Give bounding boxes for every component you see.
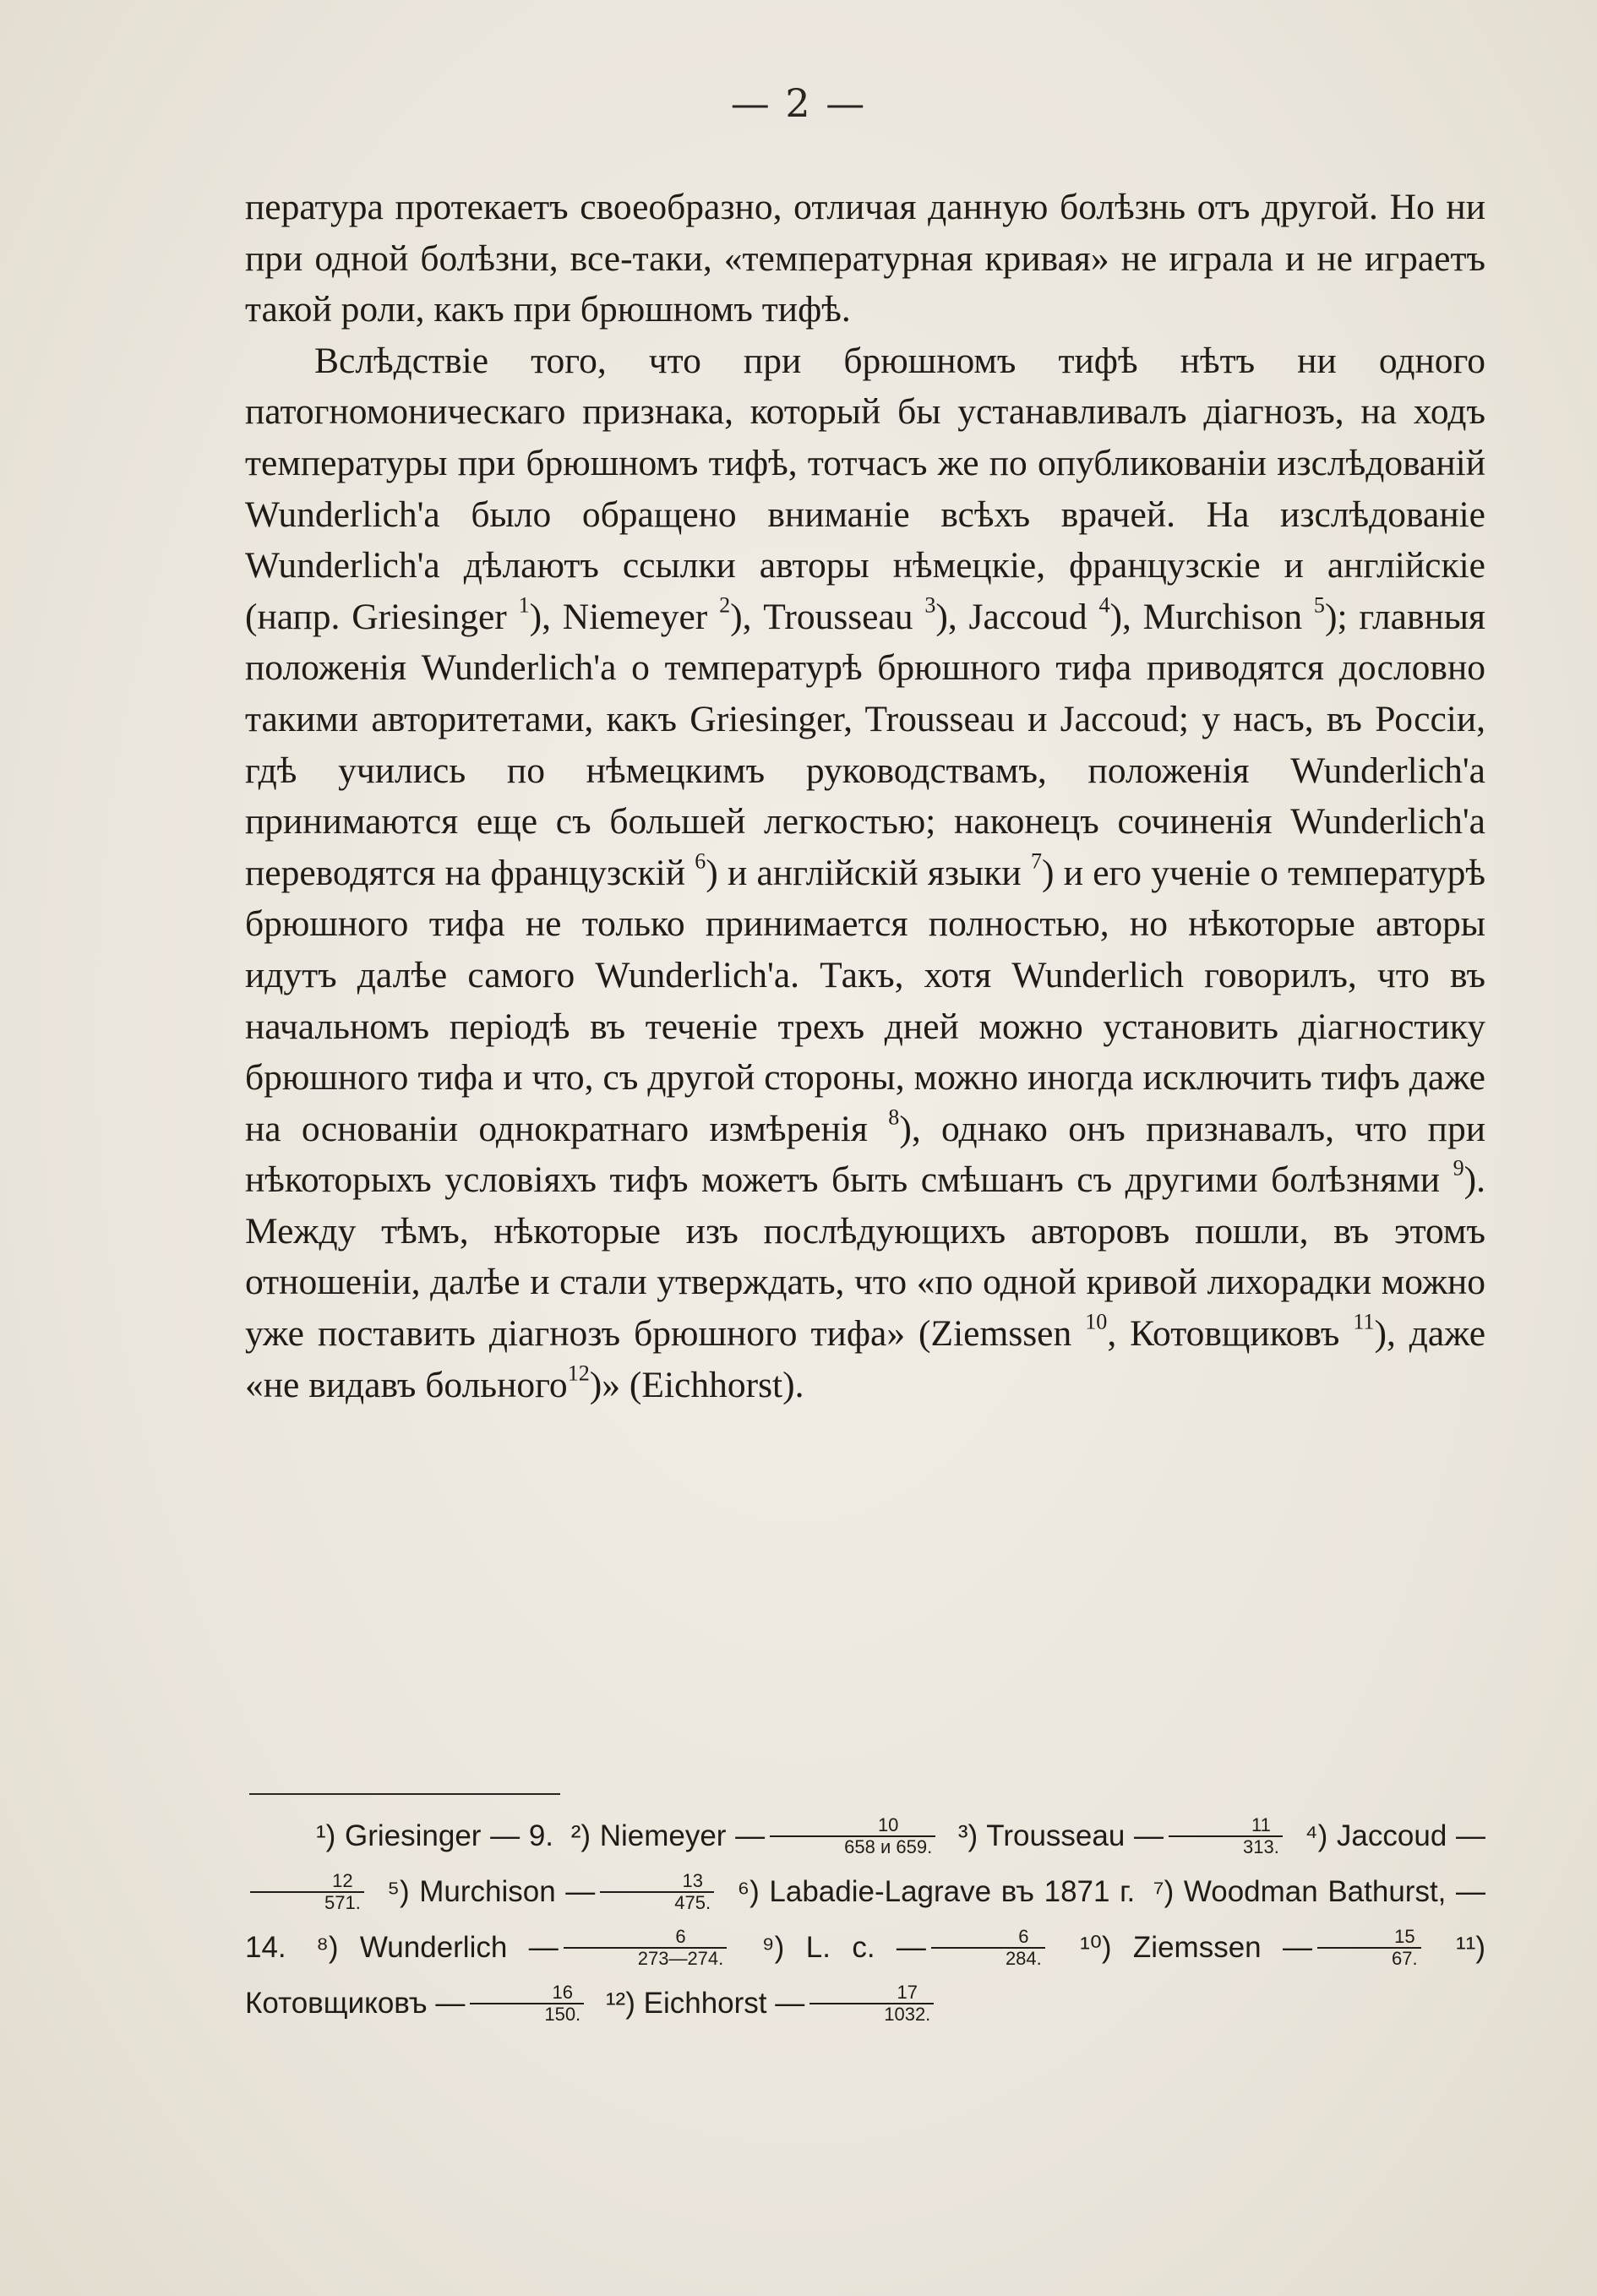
fraction-numerator: 11 <box>1251 1813 1271 1835</box>
footnote-5 <box>387 1869 719 1913</box>
main-text <box>245 182 1485 1410</box>
footnote-text: L. c. — <box>805 1931 926 1964</box>
fraction-denominator: 475. <box>600 1891 714 1913</box>
footnote-mark: ⁷) <box>1153 1875 1175 1908</box>
footnote-3 <box>957 1813 1288 1857</box>
footnote-text: Woodman Bathurst, — 14. <box>245 1875 1485 1964</box>
text-run: ); главныя положенія Wunderlich'а о температурѣ брюшного тифа приводятся дословно такими авторитетами, какъ Griesinger, Trousseau и Jaccoud; у насъ, въ Россіи, гдѣ учились по нѣмецкимъ руководствамъ, положенія Wunderlich'а принимаются еще съ большей легкостью; наконецъ сочиненія Wunderlich'а переводятся на французскій <box>245 596 1486 893</box>
footnotes <box>245 1808 1485 2031</box>
footnote-fraction <box>809 1982 934 2025</box>
fraction-numerator: 13 <box>682 1869 703 1891</box>
fraction-denominator: 284. <box>931 1947 1045 1969</box>
footnote-ref: 11 <box>1353 1309 1375 1334</box>
footnote-divider <box>249 1793 560 1795</box>
footnote-mark: ⁴) <box>1305 1819 1328 1852</box>
footnote-fraction <box>600 1871 714 1913</box>
footnote-mark: ¹) <box>316 1819 336 1852</box>
fraction-denominator: 150. <box>470 2003 584 2025</box>
text-run: ), Murchison <box>1109 596 1303 637</box>
text-run: ) и его ученіе о температурѣ брюшного тифа не только принимается полностью, но нѣкоторые авторы идутъ далѣе самого Wunderlich'а. Такъ, хотя Wunderlich говорилъ, что въ начальномъ періодѣ въ теченіе трехъ дней можно установить діагностику брюшного тифа и что, съ другой стороны, можно иногда исключить тифъ даже на основаніи однократнаго измѣренія <box>245 852 1486 1149</box>
fraction-numerator: 6 <box>675 1925 686 1947</box>
footnote-text: Niemeyer — <box>599 1819 766 1852</box>
footnote-ref: 3 <box>924 592 936 618</box>
footnote-fraction <box>564 1927 728 1969</box>
fraction-numerator: 10 <box>877 1813 899 1835</box>
text-run: ), даже «не видавъ больного <box>245 1313 1486 1405</box>
footnote-text: Trousseau — <box>986 1819 1164 1852</box>
footnote-text: Ziemssen — <box>1132 1931 1313 1964</box>
fraction-denominator: 658 и 659. <box>770 1835 935 1857</box>
footnote-mark: ¹⁰) <box>1080 1931 1112 1964</box>
text-run: ), однако онъ признавалъ, что при нѣкоторыхъ условіяхъ тифъ можетъ быть смѣшанъ съ другими болѣзнями <box>245 1108 1485 1201</box>
footnote-fraction <box>470 1982 584 2025</box>
footnote-mark: ¹²) <box>605 1987 635 2020</box>
fraction-denominator: 67. <box>1317 1947 1421 1969</box>
footnote-fraction <box>770 1815 935 1857</box>
footnote-ref: 8 <box>888 1104 900 1130</box>
text-run: ), Trousseau <box>730 596 913 637</box>
text-run: ), Jaccoud <box>935 596 1087 637</box>
footnote-fraction <box>1317 1927 1421 1969</box>
text-run: )» (Eichhorst). <box>589 1364 804 1405</box>
text-run: , Котовщиковъ <box>1107 1313 1340 1355</box>
footnote-1 <box>316 1819 553 1852</box>
footnote-ref: 7 <box>1030 848 1042 874</box>
footnote-ref: 12 <box>567 1361 590 1386</box>
footnote-text: Wunderlich — <box>359 1931 559 1964</box>
footnote-mark: ⁸) <box>316 1931 339 1964</box>
footnote-ref: 10 <box>1085 1309 1108 1334</box>
footnote-mark: ²) <box>570 1819 591 1852</box>
footnote-list <box>245 1808 1485 2031</box>
footnote-10 <box>1080 1925 1425 1969</box>
footnote-text: Котовщиковъ — <box>245 1987 466 2020</box>
footnote-text: Jaccoud — <box>1336 1819 1485 1852</box>
fraction-numerator: 15 <box>1394 1925 1415 1947</box>
fraction-numerator: 16 <box>552 1981 573 2003</box>
paragraph-1: пература протекаетъ своеобразно, отличая данную болѣзнь отъ другой. Но ни при одной болѣзни, все-таки, «температурная кривая» не играла и не играетъ такой роли, какъ при брюшномъ тифѣ. <box>245 187 1485 330</box>
footnote-text: Murchison — <box>419 1875 596 1908</box>
paragraph-2 <box>245 335 1485 1410</box>
fraction-numerator: 12 <box>332 1869 353 1891</box>
footnote-fraction <box>931 1927 1045 1969</box>
footnote-mark: ³) <box>957 1819 978 1852</box>
footnote-text: Griesinger — 9. <box>345 1819 554 1852</box>
footnote-ref: 9 <box>1453 1155 1464 1181</box>
footnote-9 <box>761 1925 1050 1969</box>
text-run: ). Между тѣмъ, нѣкоторые изъ послѣдующихъ авторовъ пошли, въ этомъ отношеніи, далѣе и стали утверждать, что «по одной кривой лихорадки можно уже поставить діагнозъ брюшного тифа» (Ziemssen <box>245 1159 1485 1355</box>
text-run: ), Niemeyer <box>529 596 708 637</box>
fraction-denominator: 1032. <box>809 2003 934 2025</box>
footnote-fraction <box>250 1871 364 1913</box>
fraction-denominator: 273—274. <box>564 1947 728 1969</box>
footnote-ref: 5 <box>1313 592 1325 618</box>
footnote-6 <box>738 1875 1136 1908</box>
text-run: Вслѣдствіе того, что при брюшномъ тифѣ нѣтъ ни одного патогномоническаго признака, который бы устанавливалъ діагнозъ, на ходъ температуры при брюшномъ тифѣ, тотчасъ же по опубликованіи изслѣдованій Wunderlich'а было обращено вниманіе всѣхъ врачей. На изслѣдованіе Wunderlich'а дѣлаютъ ссылки авторы нѣмецкіе, французскіе и англійскіе (напр. Griesinger <box>245 340 1485 637</box>
footnote-8 <box>316 1925 732 1969</box>
fraction-numerator: 17 <box>897 1981 918 2003</box>
footnote-text: Labadie-Lagrave въ 1871 г. <box>769 1875 1136 1908</box>
footnote-2 <box>570 1813 941 1857</box>
footnote-fraction <box>1169 1815 1283 1857</box>
fraction-denominator: 313. <box>1169 1835 1283 1857</box>
footnote-text: Eichhorst — <box>643 1987 805 2020</box>
footnote-mark: ¹¹) <box>1456 1931 1485 1964</box>
text-run: ) и англійскій языки <box>706 852 1022 893</box>
footnote-ref: 1 <box>518 592 530 618</box>
footnote-ref: 6 <box>695 848 706 874</box>
footnote-mark: ⁵) <box>387 1875 410 1908</box>
footnote-ref: 4 <box>1098 592 1110 618</box>
page-number: — 2 — <box>730 80 867 126</box>
footnote-mark: ⁶) <box>737 1875 760 1908</box>
fraction-numerator: 6 <box>1018 1925 1029 1947</box>
footnote-mark: ⁹) <box>761 1931 785 1964</box>
footnote-12 <box>605 1981 939 2025</box>
footnote-ref: 2 <box>719 592 731 618</box>
fraction-denominator: 571. <box>250 1891 364 1913</box>
